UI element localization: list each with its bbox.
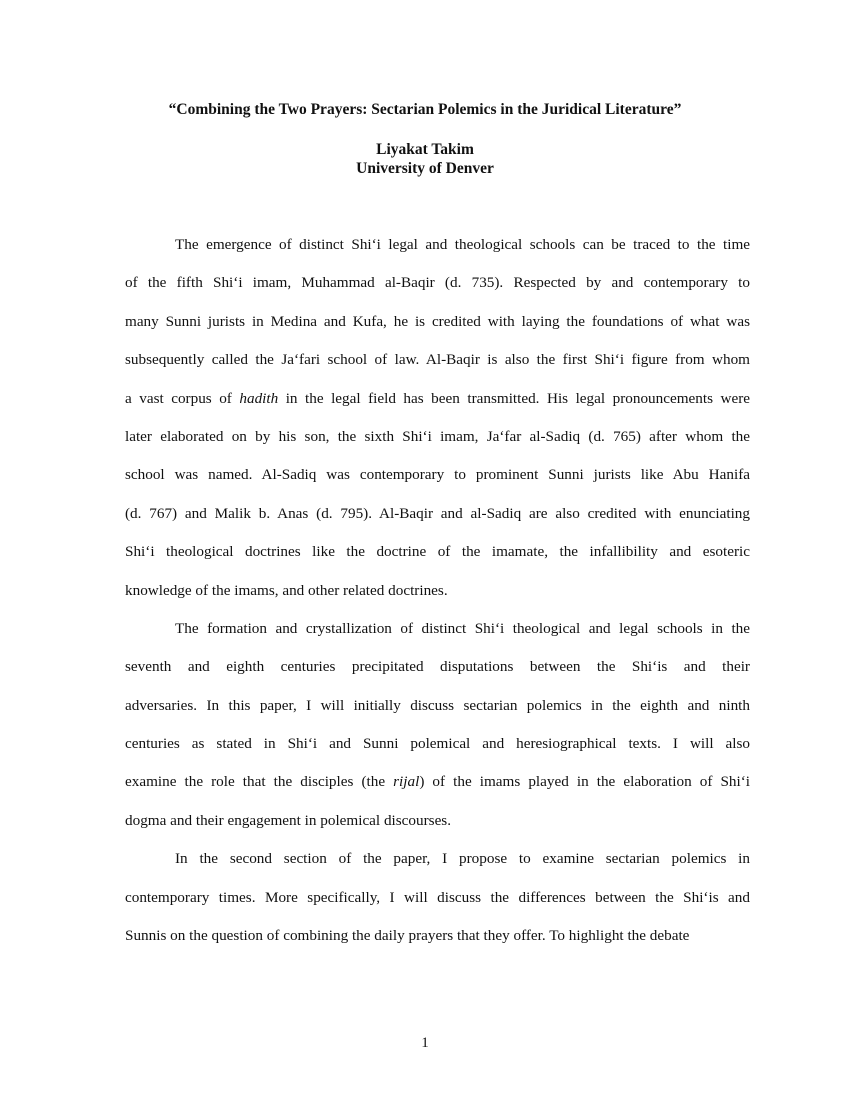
text-line: examine the role that the disciples (the rijal) of the imams played in the elaboration of Shi‘i xyxy=(125,773,750,791)
text-line: adversaries. In this paper, I will initially discuss sectarian polemics in the eighth and ninth xyxy=(125,696,750,714)
body-text xyxy=(125,235,750,964)
text-line: seventh and eighth centuries precipitated disputations between the Shi‘is and their xyxy=(125,658,750,676)
text-line: subsequently called the Ja‘fari school of law. Al-Baqir is also the first Shi‘i figure from whom xyxy=(125,351,750,369)
author-affiliation: University of Denver xyxy=(356,160,494,177)
page-number: 1 xyxy=(421,1035,429,1051)
italic-term: rijal xyxy=(393,773,420,791)
italic-term: hadith xyxy=(239,389,279,407)
paragraph xyxy=(125,849,750,964)
text-line: knowledge of the imams, and other related doctrines. xyxy=(125,581,448,599)
text-line: school was named. Al-Sadiq was contemporary to prominent Sunni jurists like Abu Hanifa xyxy=(125,466,750,484)
text-line: Sunnis on the question of combining the daily prayers that they offer. To highlight the debate xyxy=(125,927,690,945)
text-line: centuries as stated in Shi‘i and Sunni polemical and heresiographical texts. I will also xyxy=(125,735,750,753)
text-line: (d. 767) and Malik b. Anas (d. 795). Al-Baqir and al-Sadiq are also credited with enunciating xyxy=(125,504,750,522)
text-line: dogma and their engagement in polemical discourses. xyxy=(125,811,452,829)
paragraph xyxy=(125,619,750,849)
text-line: In the second section of the paper, I propose to examine sectarian polemics in xyxy=(175,850,750,868)
text-line: of the fifth Shi‘i imam, Muhammad al-Baqir (d. 735). Respected by and contemporary to xyxy=(125,274,750,292)
text-line: a vast corpus of hadith in the legal field has been transmitted. His legal pronouncements were xyxy=(125,389,750,407)
paragraph xyxy=(125,235,750,619)
text-line: The emergence of distinct Shi‘i legal and theological schools can be traced to the time xyxy=(175,236,750,253)
paper-title: “Combining the Two Prayers: Sectarian Polemics in the Juridical Literature” xyxy=(168,101,682,118)
text-line: Shi‘i theological doctrines like the doctrine of the imamate, the infallibility and esoteric xyxy=(125,543,750,561)
text-line: later elaborated on by his son, the sixth Shi‘i imam, Ja‘far al-Sadiq (d. 765) after whom the xyxy=(125,427,750,445)
text-line: many Sunni jurists in Medina and Kufa, he is credited with laying the foundations of what was xyxy=(125,312,750,330)
text-line: contemporary times. More specifically, I will discuss the differences between the Shi‘is and xyxy=(125,888,750,906)
text-line: The formation and crystallization of distinct Shi‘i theological and legal schools in the xyxy=(175,619,750,637)
author-name: Liyakat Takim xyxy=(376,141,474,158)
